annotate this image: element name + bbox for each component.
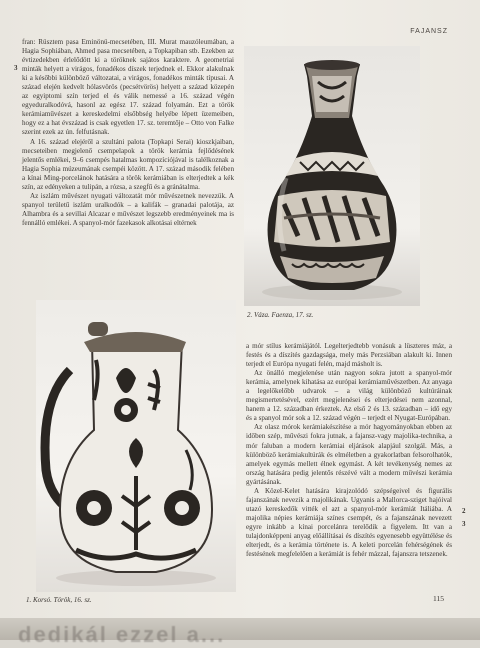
paragraph: Az olasz mórok kerámiakészítése a mór hagyományokban ebben az időben szép, művészi fokra jutnak, a fajansz-vagy majolika-technika, a mór faluban a modern kerámiai eljárások alapjául szolgál. Más, a különböző kerámiakultúrák és elméletben a gyakorlatban felsorolhatók, amelyek egymás mellett élnek egymást. A két tevékenység nemes az ország hatására pedig jelentős részévé vált a modern művészi kerámia gyártásának. <box>246 423 452 486</box>
right-text-column <box>246 342 452 559</box>
left-text-column <box>22 38 234 228</box>
paragraph: a mór stílus kerámiájától. Legelterjedtebb vonásuk a lüszteres máz, a festés és a díszítés gazdagsága, mely más Perzsiában alakult ki. Innen terjedt el Európa nyugati felén, majd másholt is. <box>246 342 452 369</box>
paragraph: Az iszlám művészet nyugati változatát mór művészetnek nevezzük. A spanyol területű iszlám uralkodók – a kalifák – granadai palotája, az Alhambra és a sevillai Alcazar e művészet legszebb eredményeinek ma is fennálló emlékei. A spanyol-mór fazekasok alkotásai eltérnek <box>22 191 234 227</box>
running-head: FAJANSZ <box>410 28 448 35</box>
margin-mark: 2 <box>462 507 466 515</box>
margin-mark: 3 <box>14 64 18 72</box>
paragraph: fran: Rüsztem pasa Eminönü-mecsetében, III. Murat mauzóleumában, a Hagia Sophiában, Ahmed pasa mecsetében, a Topkapiban stb. Ezekben az évtizedekben érlelődött ki a töröknek sajátos karaktere. A geometriai minták helyett a virágos, fonadékos díszek terjednek el. Ekkor alakulnak ki a későbbi különböző változatai, a virágos, fonadékos minták típusai. A század elején kedvelt hólasvörös (pecsétvörös) helyett a század közepén az egyiptomi szín terjed el és válik nemessé a 16. század végén egyeduralkodóvá, hasonl az egész 17. század folyamán. Ezt a török kerámiaművészet a kereskedelmi elsőbbség helyébe lépett üzemeiben, hogy ez a hat évszázad is csak egyetlen 17. sz. teremtője – Otto von Falke szerint ezek az ún. felfutásnak. <box>22 38 234 137</box>
vase-photo <box>244 46 420 306</box>
paragraph: Az önálló megjelenése után nagyon sokra jutott a spanyol-mór kerámia, amelynek kihatása az európai kerámiaművészetben. Az anyaga a legelőkelőbb udvarok – a világ különböző kultúráinak megismertetésével, ezért megjelenései és elterjedései nem azonnal, hanem a 12. században érkeztek. Az első 2 és 13. században – idő egy és a spanyol mór sok a 12. század végén – terjedt el Nyugat-Európában. <box>246 369 452 423</box>
page-number: 115 <box>433 594 444 603</box>
paragraph: A 16. század elejéről a szultáni palota (Topkapi Serai) kioszkjaiban, mecseteiben megjelenő csempelapok a török kerámia fejlődésének jelentős emlékei, 9–6 csempés hatalmas kompozíciójával is talélkoznak a Hagia Sophia múzeumának csempéi között. A 17. század második felében a kínai Ming-porcelánok hatására a török kerámiában is elterjedtek a kék szín, az edényeken a tulipán, a rózsa, a szegfű és a gránátalma. <box>22 137 234 191</box>
vase-caption: 2. Váza. Faenza, 17. sz. <box>247 311 314 319</box>
paragraph: A Közel-Kelet hatására kirajzolódó szépségeivel és figurális fajanszának nevezik a majolikának. Ugyanis a Mallorca-sziget hajóival utazó kereskedők vitték el azt a spanyol-mór kerámiát Itáliába. A majolika népies kerámiája színes csempét, és a fajanszának nevezett egyre inkább a kínai porcelánra terelődik a figyelem. Itt van a tulajdonképpeni anyag előállításai és díszítés egyenesebb együttélése és elterjedt, és a kerámia története is. A keleti porcelán fehérségének és festésének megfelelően a kerámiát is fehér mázzal, fajanszra tetszenek. <box>246 486 452 559</box>
jug-illustration <box>36 300 236 592</box>
vase-illustration <box>244 46 420 306</box>
bleed-through-text: dedikál ezzel a... <box>18 622 226 647</box>
margin-mark: 3 <box>462 520 466 528</box>
jug-photo <box>36 300 236 592</box>
jug-caption: 1. Korsó. Török, 16. sz. <box>26 596 92 604</box>
